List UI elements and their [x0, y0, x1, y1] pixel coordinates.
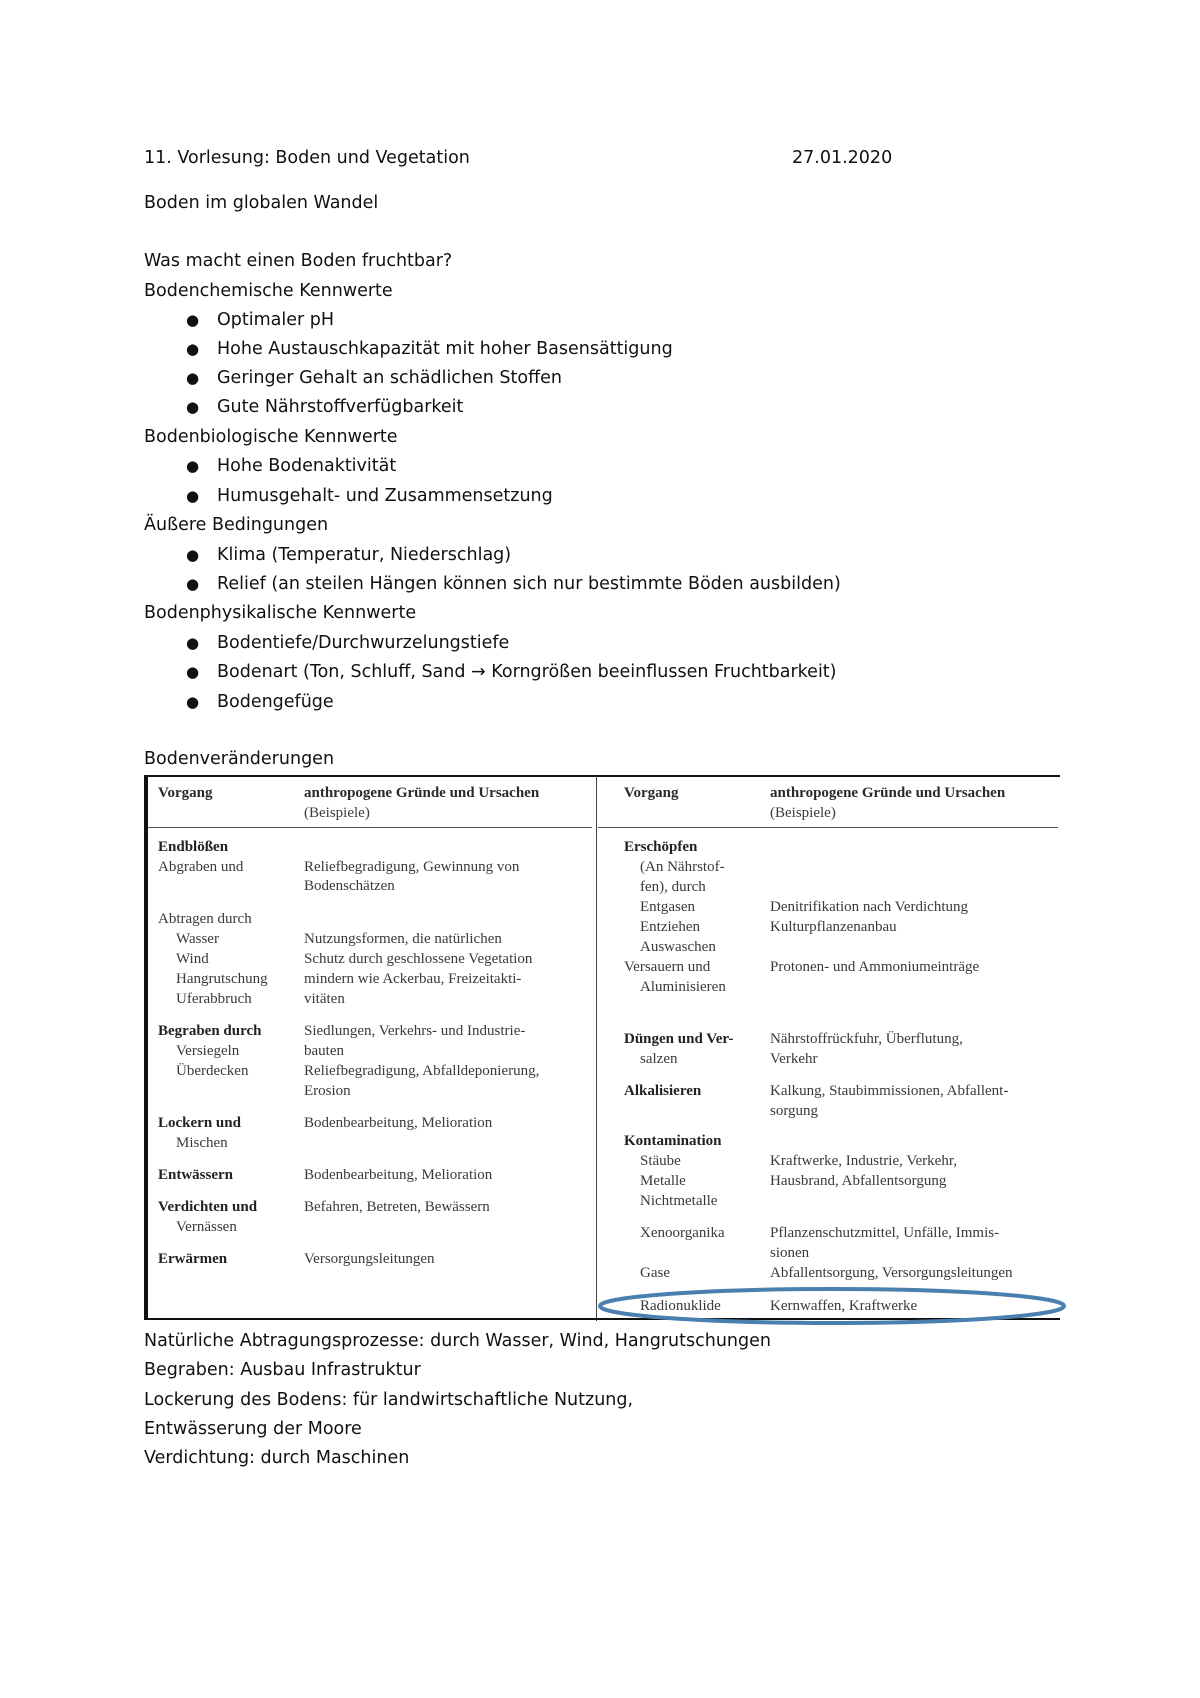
table-cell: Nichtmetalle [640, 1193, 718, 1209]
table-cell: Metalle [640, 1173, 686, 1189]
table-heading: Bodenveränderungen [144, 749, 335, 769]
subtitle: Boden im globalen Wandel [144, 193, 379, 213]
table-cell: Entgasen [640, 899, 695, 915]
section-heading-chemical: Bodenchemische Kennwerte [144, 281, 393, 301]
table-cell: Reliefbegradigung, Gewinnung von [304, 859, 520, 875]
highlight-ellipse [596, 1284, 1068, 1328]
table-cell: Denitrifikation nach Verdichtung [770, 899, 969, 915]
table-cell: Versorgungsleitungen [304, 1251, 435, 1267]
table-cell: Schutz durch geschlossene Vegetation [304, 951, 533, 967]
note-line: Lockerung des Bodens: für landwirtschaftliche Nutzung, [144, 1390, 634, 1410]
bullet-icon: ● [186, 634, 200, 652]
bullet-icon: ● [186, 398, 200, 416]
table-cell: sorgung [770, 1103, 819, 1119]
bullet-icon: ● [186, 487, 200, 505]
col-header-beispiele-left: (Beispiele) [304, 805, 370, 821]
col-header-vorgang-left: Vorgang [158, 785, 213, 801]
bullet-icon: ● [186, 575, 200, 593]
table-cell: Versauern und [624, 959, 711, 975]
table-cell: Erosion [304, 1083, 351, 1099]
bullet-icon: ● [186, 546, 200, 564]
section-heading-physical: Bodenphysikalische Kennwerte [144, 603, 417, 623]
note-line: Begraben: Ausbau Infrastruktur [144, 1360, 421, 1380]
table-cell: Protonen- und Ammoniumeinträge [770, 959, 980, 975]
table-cell: Lockern und [158, 1115, 241, 1131]
table-cell: Xenoorganika [640, 1225, 725, 1241]
table-cell: Entziehen [640, 919, 700, 935]
table-cell: Nutzungsformen, die natürlichen [304, 931, 502, 947]
col-header-gruende-right: anthropogene Gründe und Ursachen [770, 785, 1006, 801]
bullet-icon: ● [186, 311, 200, 329]
table-cell: Bodenbearbeitung, Melioration [304, 1115, 493, 1131]
table-cell: Kontamination [624, 1133, 722, 1149]
table-cell: Überdecken [176, 1063, 249, 1079]
table-cell: sionen [770, 1245, 810, 1261]
table-cell: vitäten [304, 991, 345, 1007]
table-cell: Uferabbruch [176, 991, 252, 1007]
table-cell: Nährstoffrückfuhr, Überflutung, [770, 1031, 963, 1047]
bullet-icon: ● [186, 693, 200, 711]
bullet-icon: ● [186, 340, 200, 358]
bullet-icon: ● [186, 663, 200, 681]
table-cell: Begraben durch [158, 1023, 262, 1039]
table-cell-radionuklide-reason: Kernwaffen, Kraftwerke [770, 1298, 918, 1314]
table-cell: Düngen und Ver- [624, 1031, 734, 1047]
table-cell: Abfallentsorgung, Versorgungsleitungen [770, 1265, 1013, 1281]
table-cell: Reliefbegradigung, Abfalldeponierung, [304, 1063, 540, 1079]
table-cell: Auswaschen [640, 939, 716, 955]
table-cell: Bodenschätzen [304, 878, 395, 894]
table-cell: Hangrutschung [176, 971, 268, 987]
section-heading-external: Äußere Bedingungen [144, 515, 329, 535]
table-cell: Erwärmen [158, 1251, 228, 1267]
table-cell-radionuklide: Radionuklide [640, 1298, 721, 1314]
note-line: Natürliche Abtragungsprozesse: durch Wasser, Wind, Hangrutschungen [144, 1331, 771, 1351]
table-cell: mindern wie Ackerbau, Freizeitakti- [304, 971, 522, 987]
col-header-gruende-left: anthropogene Gründe und Ursachen [304, 785, 540, 801]
table-cell: Bodenbearbeitung, Melioration [304, 1167, 493, 1183]
bullet-icon: ● [186, 369, 200, 387]
table-cell: Vernässen [176, 1219, 237, 1235]
table-cell: Verkehr [770, 1051, 818, 1067]
table-cell: salzen [640, 1051, 678, 1067]
bullet-icon: ● [186, 457, 200, 475]
table-cell: Kraftwerke, Industrie, Verkehr, [770, 1153, 957, 1169]
table-cell: Kalkung, Staubimmissionen, Abfallent- [770, 1083, 1009, 1099]
table-cell: Hausbrand, Abfallentsorgung [770, 1173, 947, 1189]
lecture-date: 27.01.2020 [792, 148, 893, 168]
table-cell: Gase [640, 1265, 670, 1281]
table-cell: bauten [304, 1043, 344, 1059]
table-cell: Versiegeln [176, 1043, 240, 1059]
table-cell: Erschöpfen [624, 839, 698, 855]
table-cell: Stäube [640, 1153, 681, 1169]
table-cell: Endblößen [158, 839, 229, 855]
lecture-title: 11. Vorlesung: Boden und Vegetation [144, 148, 470, 168]
table-cell: Kulturpflanzenanbau [770, 919, 897, 935]
col-header-vorgang-right: Vorgang [624, 785, 679, 801]
section-heading-biological: Bodenbiologische Kennwerte [144, 427, 398, 447]
soil-change-table [146, 776, 1062, 1324]
table-cell: Wind [176, 951, 209, 967]
table-cell: Befahren, Betreten, Bewässern [304, 1199, 490, 1215]
col-header-beispiele-right: (Beispiele) [770, 805, 836, 821]
table-cell: Entwässern [158, 1167, 234, 1183]
table-cell: Pflanzenschutzmittel, Unfälle, Immis- [770, 1225, 1000, 1241]
question: Was macht einen Boden fruchtbar? [144, 251, 453, 271]
table-cell: Mischen [176, 1135, 228, 1151]
table-cell: Aluminisieren [640, 979, 726, 995]
table-cell: Siedlungen, Verkehrs- und Industrie- [304, 1023, 526, 1039]
note-line: Entwässerung der Moore [144, 1419, 362, 1439]
table-cell: fen), durch [640, 879, 706, 895]
table-cell: Alkalisieren [624, 1083, 702, 1099]
table-cell: (An Nährstof- [640, 859, 725, 875]
note-line: Verdichtung: durch Maschinen [144, 1448, 410, 1468]
table-cell: Wasser [176, 931, 219, 947]
table-cell: Abgraben und [158, 859, 244, 875]
table-cell: Verdichten und [158, 1199, 258, 1215]
table-cell: Abtragen durch [158, 911, 252, 927]
